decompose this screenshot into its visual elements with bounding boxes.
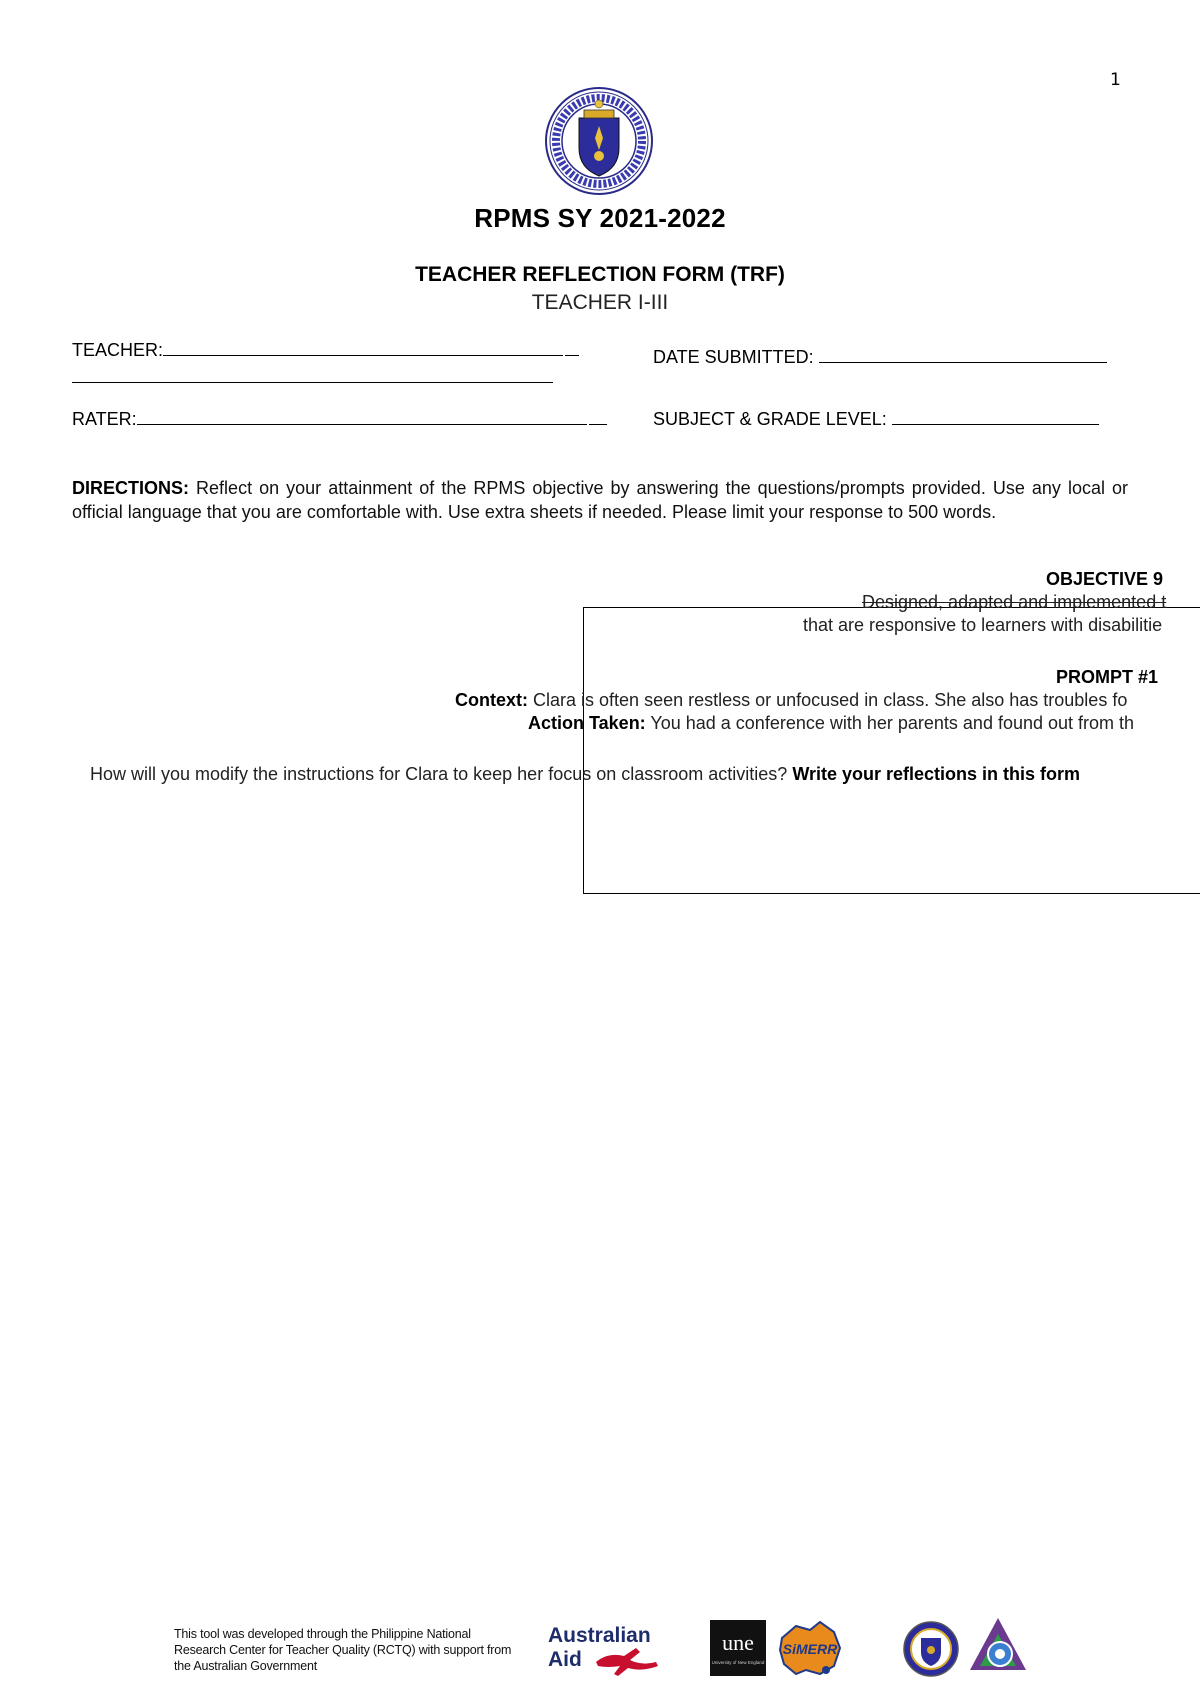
context-label: Context: xyxy=(455,690,528,710)
rctq-logo xyxy=(966,1616,1030,1678)
rater-input-line[interactable] xyxy=(137,408,587,425)
aus-aid-line1: Australian xyxy=(548,1624,651,1647)
deped-seal-logo xyxy=(542,86,656,196)
date-submitted-field xyxy=(653,346,1107,368)
une-text: une xyxy=(722,1630,754,1655)
subject-grade-label: SUBJECT & GRADE LEVEL: xyxy=(653,409,887,429)
directions-label: DIRECTIONS: xyxy=(72,478,189,498)
teacher-input-line-end xyxy=(565,339,579,356)
form-subtitle: TEACHER I-III xyxy=(531,291,669,314)
footer-note: This tool was developed through the Philippine National Research Center for Teacher Quality (RCTQ) with support from the Australian Government xyxy=(174,1627,512,1673)
aus-aid-line2: Aid xyxy=(548,1648,582,1671)
objective-description-line-1: Designed, adapted and implemented t xyxy=(862,592,1167,612)
simerr-text: SiMERR xyxy=(782,1641,838,1657)
prompt-context xyxy=(455,690,1127,711)
page-number: 1 xyxy=(1110,70,1121,90)
document-title: RPMS SY 2021-2022 xyxy=(474,203,726,233)
simerr-logo xyxy=(776,1618,844,1680)
question-text: How will you modify the instructions for Clara to keep her focus on classroom activities? xyxy=(90,764,788,784)
deped-seal-small-logo xyxy=(902,1620,960,1678)
prompt-question xyxy=(90,764,1080,785)
teacher-label: TEACHER: xyxy=(72,340,164,360)
australian-aid-logo xyxy=(546,1622,668,1678)
objective-description-line-2: that are responsive to learners with disabilitie xyxy=(803,615,1163,635)
subject-grade-input-line[interactable] xyxy=(892,408,1099,425)
action-text: You had a conference with her parents and found out from th xyxy=(650,713,1135,733)
date-submitted-input-line[interactable] xyxy=(819,346,1107,363)
teacher-input-line-2[interactable] xyxy=(72,382,553,383)
form-title: TEACHER REFLECTION FORM (TRF) xyxy=(415,263,785,286)
date-submitted-label: DATE SUBMITTED: xyxy=(653,347,814,367)
context-text: Clara is often seen restless or unfocused in class. She also has troubles fo xyxy=(533,690,1128,710)
prompt-title: PROMPT #1 xyxy=(1056,667,1159,687)
objective-title: OBJECTIVE 9 xyxy=(1046,569,1164,589)
question-instruction: Write your reflections in this form xyxy=(792,764,1081,784)
subject-grade-field xyxy=(653,408,1099,430)
reflection-text-box[interactable] xyxy=(583,607,1200,894)
rater-label: RATER: xyxy=(72,409,137,429)
teacher-field xyxy=(72,339,579,361)
directions-paragraph xyxy=(72,476,1128,524)
rater-field xyxy=(72,408,607,430)
rater-input-line-end xyxy=(589,408,607,425)
une-subtext: University of New England xyxy=(711,1660,765,1665)
action-label: Action Taken: xyxy=(528,713,646,733)
directions-text: Reflect on your attainment of the RPMS objective by answering the questions/prompts provided. Use any local or official language that you are comfortable with. Use extra sheets if needed. Please limit your response to 500 words. xyxy=(72,478,1128,522)
prompt-action-taken xyxy=(528,713,1134,734)
teacher-input-line[interactable] xyxy=(163,339,563,356)
une-logo xyxy=(710,1620,766,1676)
